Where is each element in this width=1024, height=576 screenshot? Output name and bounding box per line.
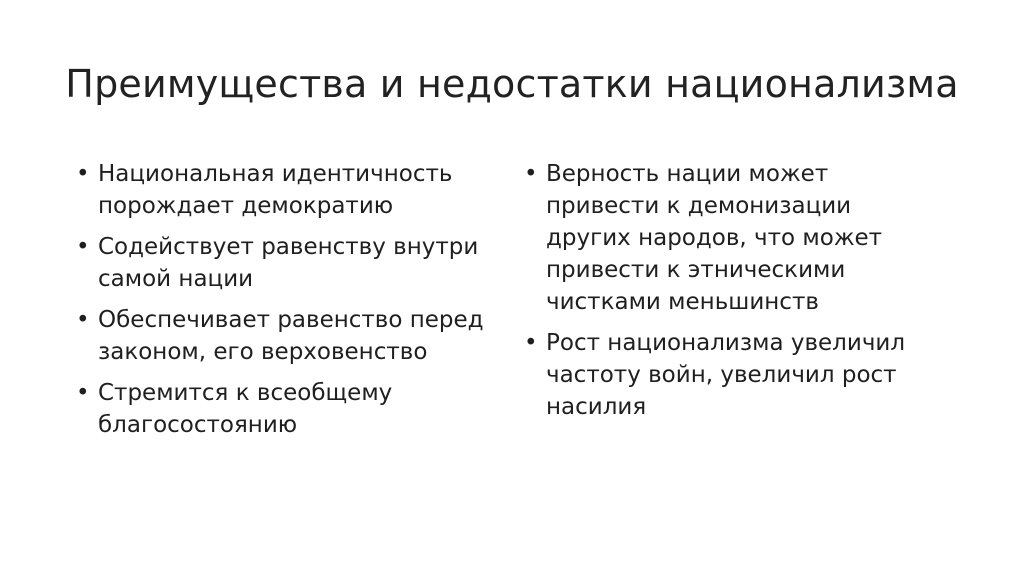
- advantage-text: Национальная идентичность порождает демократию: [98, 161, 453, 219]
- advantage-item: [76, 231, 516, 295]
- disadvantage-text: Рост национализма увеличил частоту войн, увеличил рост насилия: [546, 330, 906, 420]
- advantages-list: [76, 158, 516, 450]
- bullet-icon: •: [76, 161, 90, 187]
- bullet-icon: •: [76, 307, 90, 333]
- advantage-item: [76, 377, 516, 441]
- advantage-item: [76, 304, 516, 368]
- advantage-text: Стремится к всеобщему благосостоянию: [98, 380, 393, 438]
- advantage-text: Содействует равенству внутри самой нации: [98, 234, 479, 292]
- bullet-icon: •: [76, 234, 90, 260]
- slide-title: Преимущества и недостатки национализма: [65, 62, 959, 106]
- advantage-item: [76, 158, 516, 222]
- bullet-icon: •: [524, 330, 538, 356]
- disadvantage-item: [524, 327, 944, 423]
- bullet-icon: •: [524, 161, 538, 187]
- disadvantage-item: [524, 158, 944, 318]
- disadvantages-list: [524, 158, 944, 432]
- bullet-icon: •: [76, 380, 90, 406]
- disadvantage-text: Верность нации может привести к демонизации других народов, что может привести к этническими чистками меньшинств: [546, 161, 883, 315]
- advantage-text: Обеспечивает равенство перед законом, его верховенство: [98, 307, 484, 365]
